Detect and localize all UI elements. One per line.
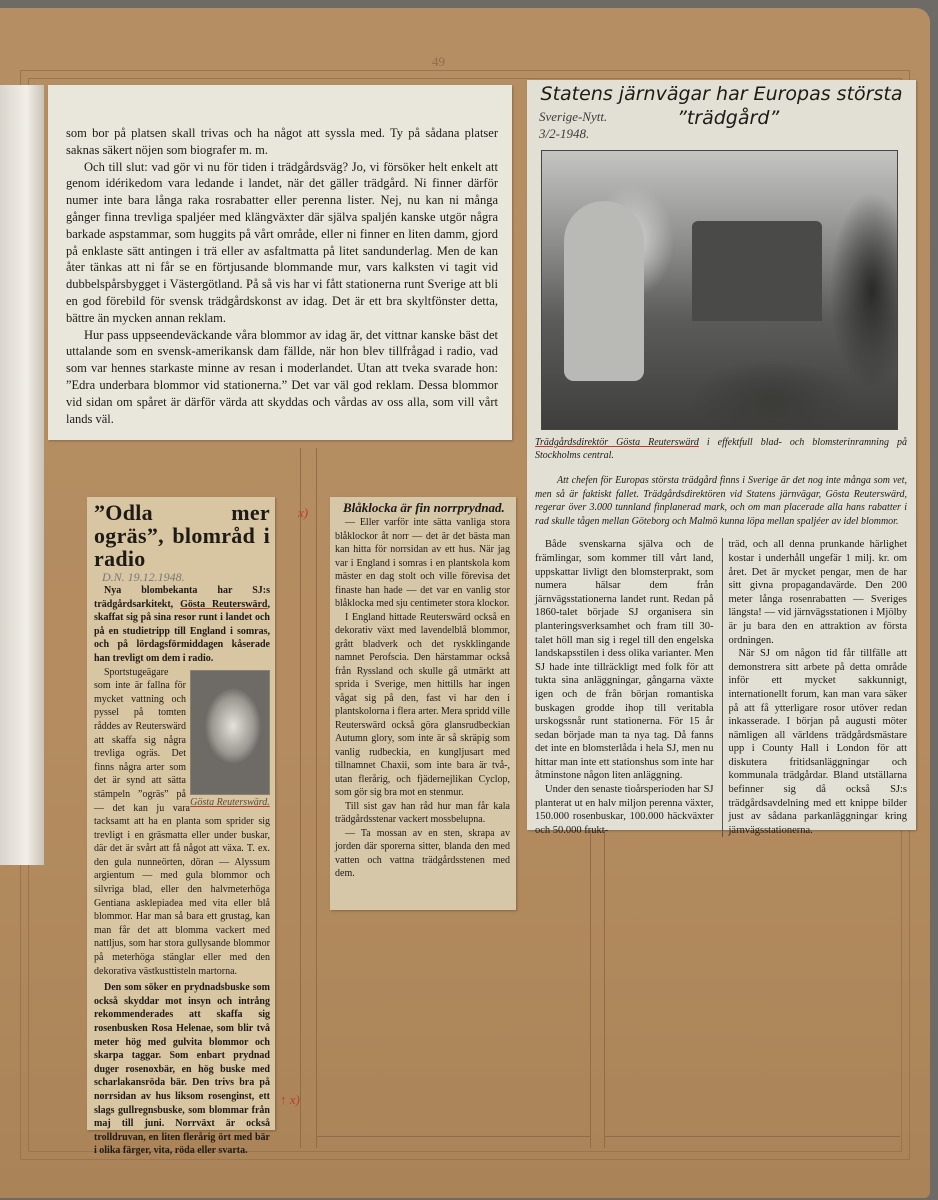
headline: Blåklocka är fin norrprydnad. — [343, 500, 505, 515]
clipping-right-article — [527, 80, 916, 836]
article-body — [535, 436, 907, 837]
lead-name: Gösta Reuterswärd — [180, 598, 268, 610]
headline: Statens järnvägar har Europas största — [540, 83, 903, 105]
portrait-caption: Gösta Reuterswärd. — [190, 796, 270, 808]
handwritten-note — [539, 108, 659, 142]
lead-text: Nya blombekanta har SJ:s trädgårdsarkitekt, — [94, 585, 270, 610]
paragraph: Under den senaste tioårsperioden har SJ planterat ut en halv miljon perenna växter, 150.000 rosenbuskar, 100.000 häckväxter och 50.000 frukt- — [535, 784, 714, 836]
photo-caption — [535, 436, 907, 462]
paragraph: Hur pass uppseendeväckande våra blommor av idag är, det vittnar kanske bäst det uttalande som en svensk-amerikansk dam fällde, när hon blev tillfrågad i radio, vad som var hennes starkaste minne av resan i moderlandet. Utan att tveka svarade hon: ”Edra underbara blommor vid stationerna.” Det var väl god reklam. Dessa blommor vid sidan om spåret är därför värda att skyddas och vårdas av oss alla, som vill vårt lands väl. — [66, 327, 498, 426]
lead-text: , skaffat sig på sina resor runt i landet och på en studietripp till England i somras, och på lördagsförmiddagen kåserade han trevligt om dem i radio. — [94, 598, 270, 664]
caption-text: i effektfull blad- och blomsterinramning på Stockholms central. — [535, 437, 907, 461]
grid-line — [300, 448, 301, 1148]
margin-mark: x) — [298, 505, 309, 520]
headline: ”Odla mer ogräs”, blområd i radio — [94, 500, 270, 571]
paragraph: Och till slut: vad gör vi nu för tiden i trädgårdsväg? Jo, vi försöker helt enkelt att genom idérikedom vara ledande i landet, när det gäller trädgård. Ni finner därför numer inte bara långa raka rosrabatter eller perenna lister. Nej, nu kan ni många gånger finna trevliga spaljéer med klängväxter där själva spaljén kanske utgör några barkade aspstammar, som huggits på vårt område, eller ni finner en liten damm, gjord på enklaste sätt antingen i trä eller av asfaltmatta på litet sandunderlag. Men de kan åter tänkas att ni får se en förtjusande blommande mur, vars kalksten vi tagit vid dubbelspårsbygget i Västergötland. På så vis har vi fått stationerna runt Sverige att bli en god förebild för svensk trädgårdskonst av idag. Det är ett bra skyltfönster detta, bättre än mycken annan reklam. — [66, 159, 498, 325]
clipping-top-left — [48, 85, 512, 440]
handwritten-date: D.N. 19.12.1948. — [102, 570, 185, 584]
page-number: 49 — [432, 54, 445, 69]
lead-paragraph: Att chefen för Europas största trädgård finns i Sverige är det nog inte många som vet, men så är faktiskt fallet. Trädgårdsdirektören vid Statens järnvägar, Gösta Reuterswärd, regerar över 3.000 tunnland finplanerad mark, och om man placerade alla hans rabatter i rad skulle tågen mellan Göteborg och Malmö kunna löpa mellan spaljéer av idel blommor. — [535, 475, 907, 527]
clipping-left-article — [87, 497, 275, 1157]
handwritten-source: Sverige-Nytt. — [539, 109, 608, 124]
portrait-photo — [190, 670, 270, 795]
previous-page-edge — [0, 85, 44, 865]
train-image — [692, 221, 822, 321]
paragraph: Till sist gav han råd hur man får kala trädgårdsstenar vackert mossbelupna. — [335, 800, 510, 825]
paragraph: Den som söker en prydnadsbuske som också skyddar mot insyn och intrång rekommenderades att skaffa sig rosenbusken Rosa Helenae, som blir två meter hög med gulvita blommor och skarpa taggar. Som enbart prydnad duger rosenoxbär, en hög buske med scharlakansröda bär. Den trivs bra på norrsidan av hus liksom rosenginst, ett slags gullregnsbuske, som blommar från maj till juni. Norrväxt är också trolldruvan, en liten flerårig ört med bär i olika färger, vita, röda eller svarta. — [94, 982, 270, 1157]
paragraph: I England hittade Reuterswärd också en dekorativ växt med lavendelblå blommor, grått bladverk och det ryskklingande namnet Perofscia. Den härstammar också från Ryssland och skulle gå utmärkt att sprida i Sverige, men hittills har ingen vågat sig på den, fast vi har den i plantskolorna i flera arter. Mera spridd ville Reuterswärd också göra glansrudbeckian Autumn glory, som inte är så skräpig som vanlig rudbeckia, en kungljusart med tillnamnet Chaxii, som inte bara är två-, utan flerårig, och fjädernejlikan Cyclop, som gör sig bra mot en stenmur. — [335, 611, 510, 798]
margin-mark: ↑ x) — [280, 1092, 300, 1107]
man-image — [564, 201, 644, 381]
paragraph: — Ta mossan av en sten, skrapa av jorden där sporerna sitter, blanda den med vatten och vattna trädgårdsstenen med dem. — [335, 827, 510, 879]
photo-reutersward-garden — [541, 150, 898, 430]
caption-name: Trädgårdsdirektör Gösta Reuterswärd — [535, 437, 699, 448]
headline-continued: ”trädgård” — [677, 107, 780, 129]
grid-line — [604, 1136, 900, 1137]
clipping-middle-article — [330, 497, 516, 910]
paragraph: När SJ om någon tid får tillfälle att demonstrera sitt arbete på detta område inför ett mycket sakkunnigt, internationellt forum, kan man vara säker på att få ytterligare rosor utöver redan inkasserade. I början på augusti möter nämligen all världens trädgårdsmästare upp i County Hall i London för att diskutera fritidsanläggningar och kommunala trädgårdar. Bland utställarna befinner sig då också SJ:s trädgårdsavdelning med ett knippe bilder just av sådana parkanläggningar kring järnvägsstationerna. — [728, 648, 907, 836]
paragraph: Sportstugeägare som inte är fallna för mycket vattning och pyssel på tomten råddes av Reuterswärd att skaffa sig några trevliga ogräs. Det finns några arter som det är synd att sätta stämpeln ”ogräs” på — det kan ju vara tacksamt att ha en planta som sprider sig trevligt i en gräsmatta eller under buskar, där det är svårt att få något att växa. T. ex. den gula nunneörten, döran — Alyssum argientum — med gula blommor och silvriga blad, eller den halvmeterhöga Gentiana asklepiadea med vita eller blå blommor. Har man så bara ett grustag, kan man får det att blomma vackert med nattljus, som har stora gullysande blommor på meterhöga stänglar eller med den dekorativa västkusttisteln martorna. — [94, 666, 270, 977]
article-columns — [535, 538, 907, 837]
paragraph: Både svenskarna själva och de främlingar, som kommer till vårt land, uppskattar livligt den blomsterprakt, som numera hälsar dem från järnvägsstationerna landet runt. Redan på 1860-talet började SJ organisera sin planteringsverksamhet och fram till 30-talet höll man sig i regel till den engelska landskapsstilen i dess olika varianter. Men SJ hade inte tillräckligt med folk för att tukta sina anläggningar, gångarna växte igen och de från början romantiska buskagen grodde ihop till veritabla urskogssnår runt stationerna. För 15 år sedan började man ta nya tag. Då fanns det inte en blomsterlåda i hela SJ, men nu hittar man inte ett stationshus som inte har åtminstone någon liten anläggning. — [535, 539, 714, 782]
grid-line — [316, 1136, 590, 1137]
lead-paragraph — [94, 584, 270, 666]
paragraph: — Eller varför inte sätta vanliga stora blåklockor åt norr — det är det bästa man kan hitta för norrsidan av ett hus. När jag var i England i somras i en plantskola kom mäster en dag stolt och ville förevisa det finaste han hade — det var en vanlig stor blåklocka med sju centimeter stora klockor. — [335, 517, 510, 609]
paragraph: som bor på platsen skall trivas och ha något att syssla med. Ty på sådana platser saknas säkert nöjen som biografer m. m. — [66, 126, 498, 157]
grid-line — [316, 448, 317, 1148]
handwritten-date: 3/2-1948. — [539, 126, 590, 141]
paragraph: träd, och all denna prunkande härlighet kostar i underhåll ungefär 1 milj. kr. om året. Det är mycket pengar, men de har sitt givna propagandavärde. Den 200 meter långa rosenrabatten — Sveriges längsta! — vid järnvägsstationen i Mjölby är ju bara den en attraktion av första ordningen. — [728, 539, 907, 646]
